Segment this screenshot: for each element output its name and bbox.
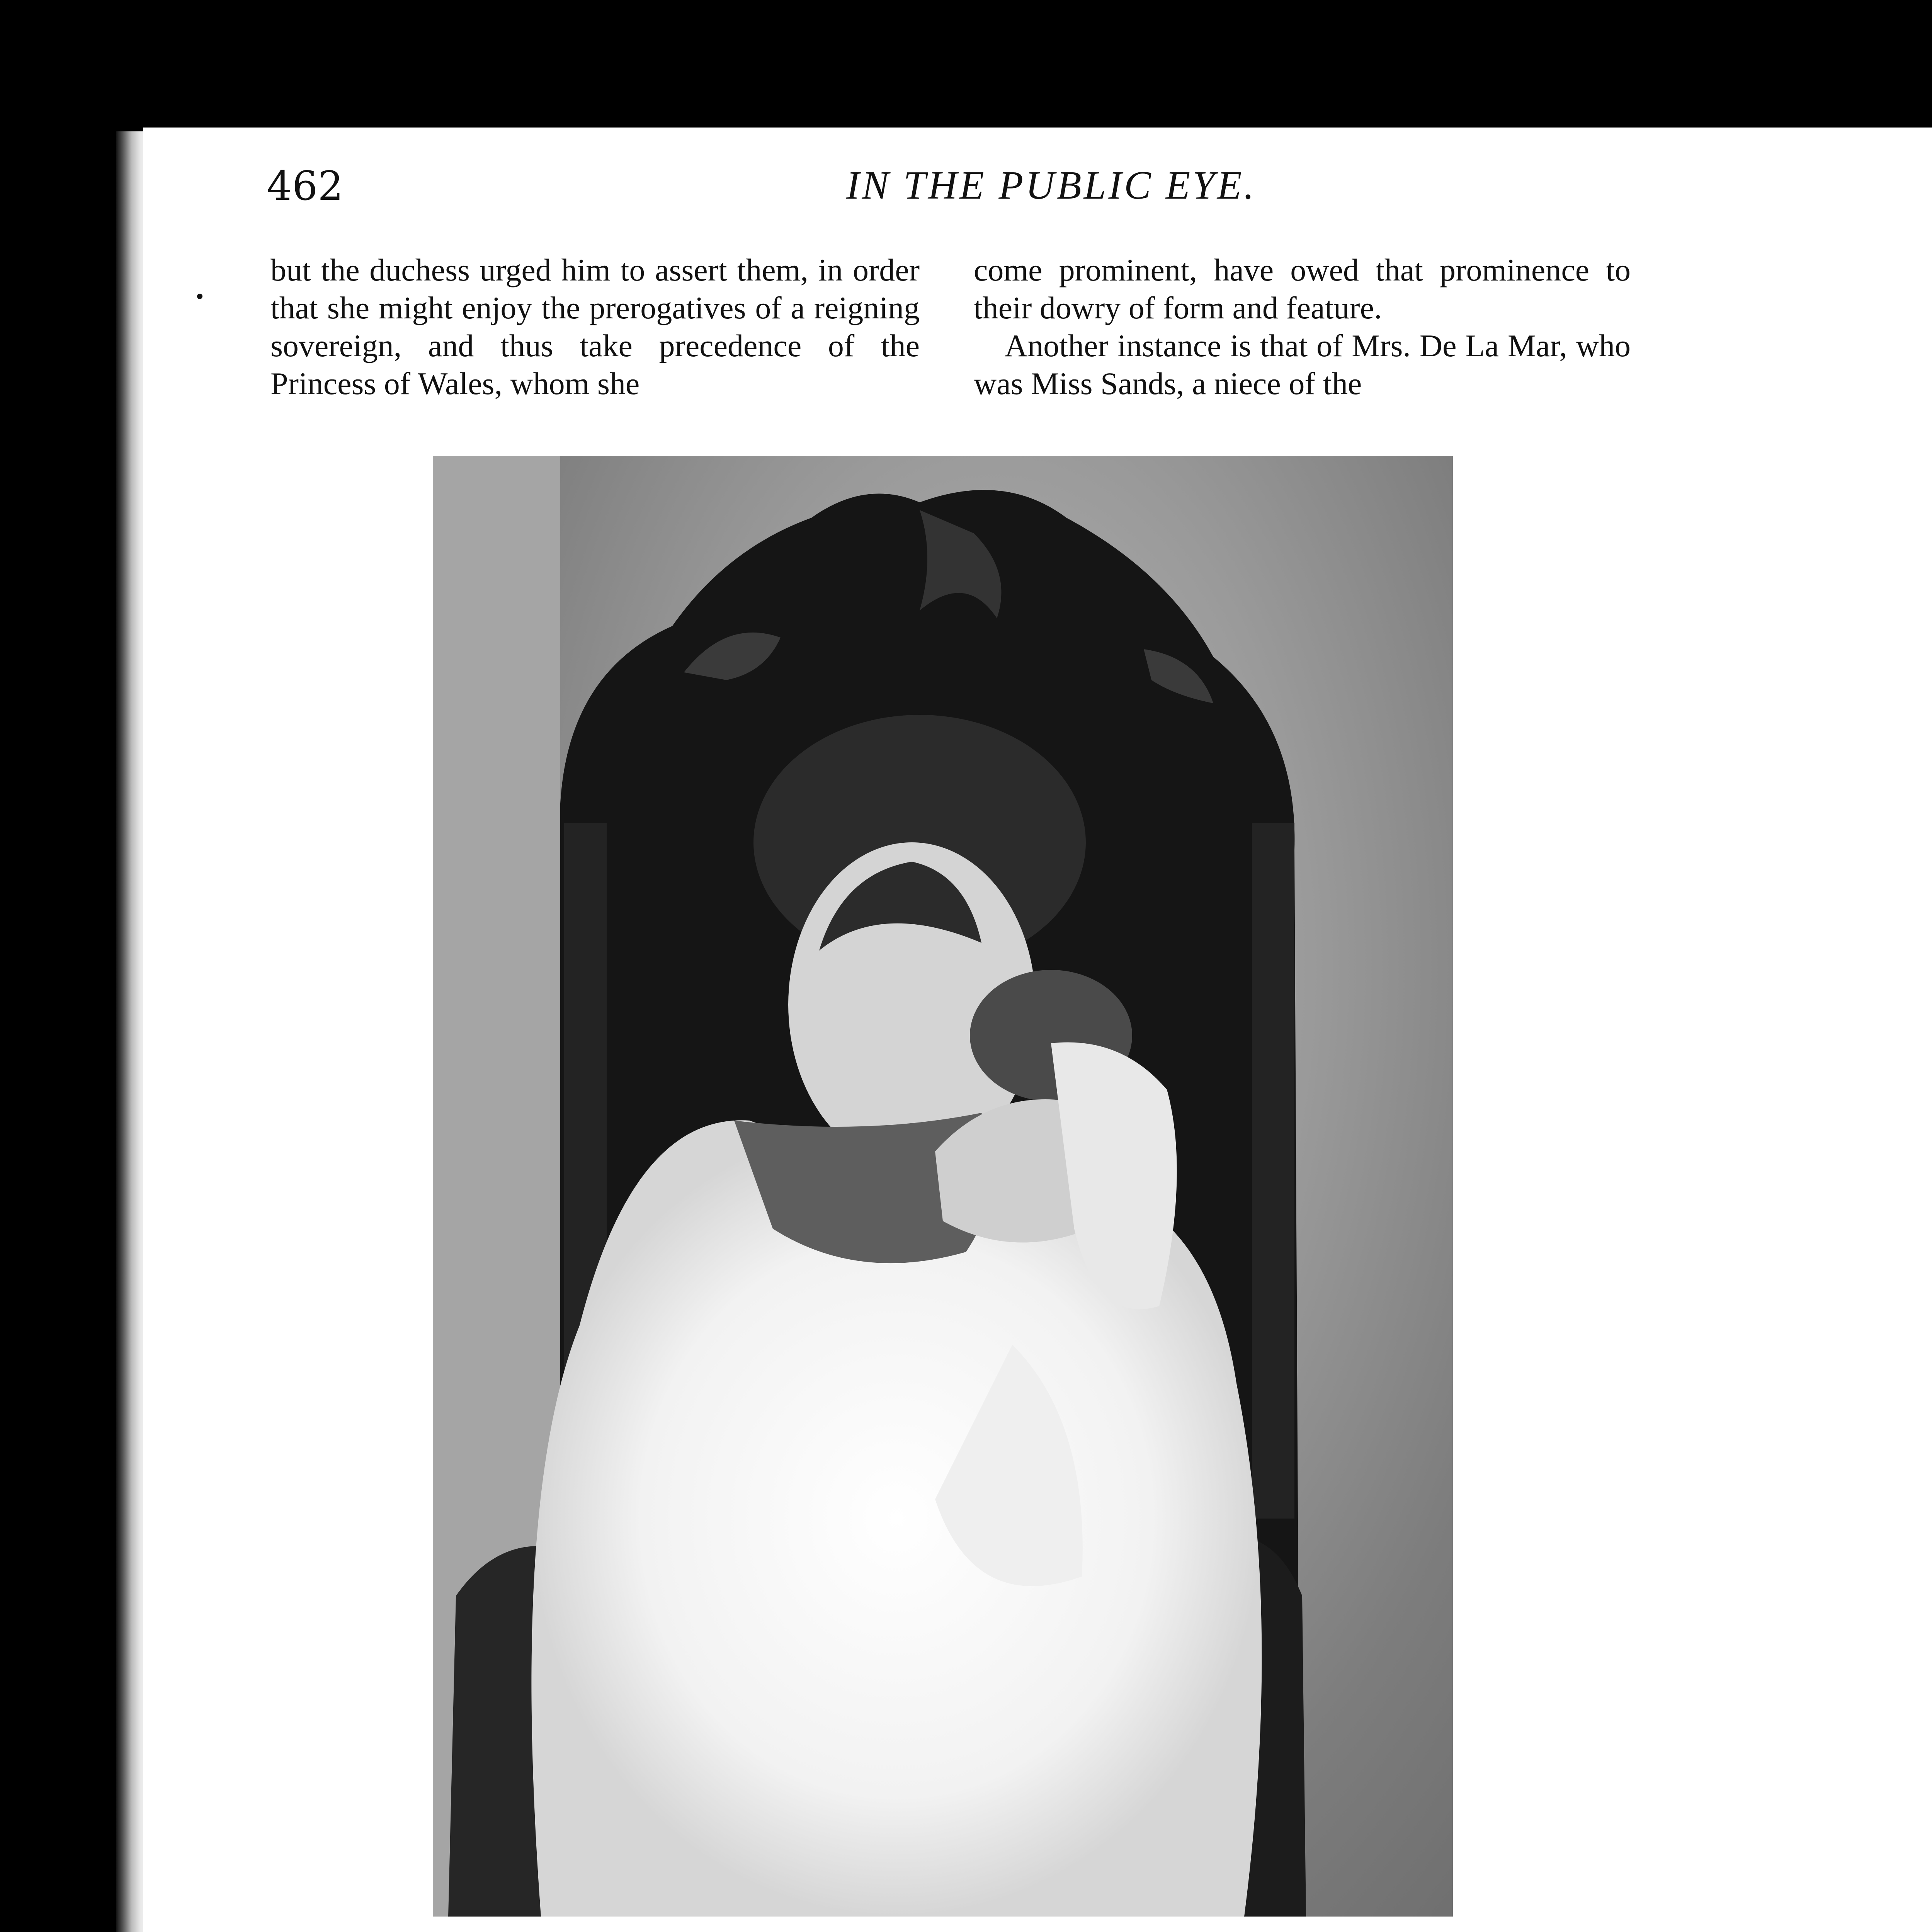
article-paragraph-de-la-mar: Another instance is that of Mrs. De La Mar, who was Miss Sands, a niece of the	[974, 328, 1631, 401]
running-header	[267, 162, 1774, 216]
article-text-top-left: but the duchess urged him to assert them, in order that she might enjoy the prerogatives of a reigning sovereign, and thus take precedence of the Princess of Wales, whom she	[270, 252, 920, 401]
scan-speck	[197, 294, 202, 299]
portrait-illustration	[433, 456, 1453, 1917]
article-column-top-right	[974, 251, 1631, 403]
running-title: IN THE PUBLIC EYE.	[846, 163, 1257, 207]
article-text-top-right: come prominent, have owed that prominence to their dowry of form and feature.	[974, 252, 1631, 325]
page-number: 462	[267, 162, 344, 209]
article-column-top-left	[270, 251, 920, 403]
portrait-photograph	[433, 456, 1453, 1917]
